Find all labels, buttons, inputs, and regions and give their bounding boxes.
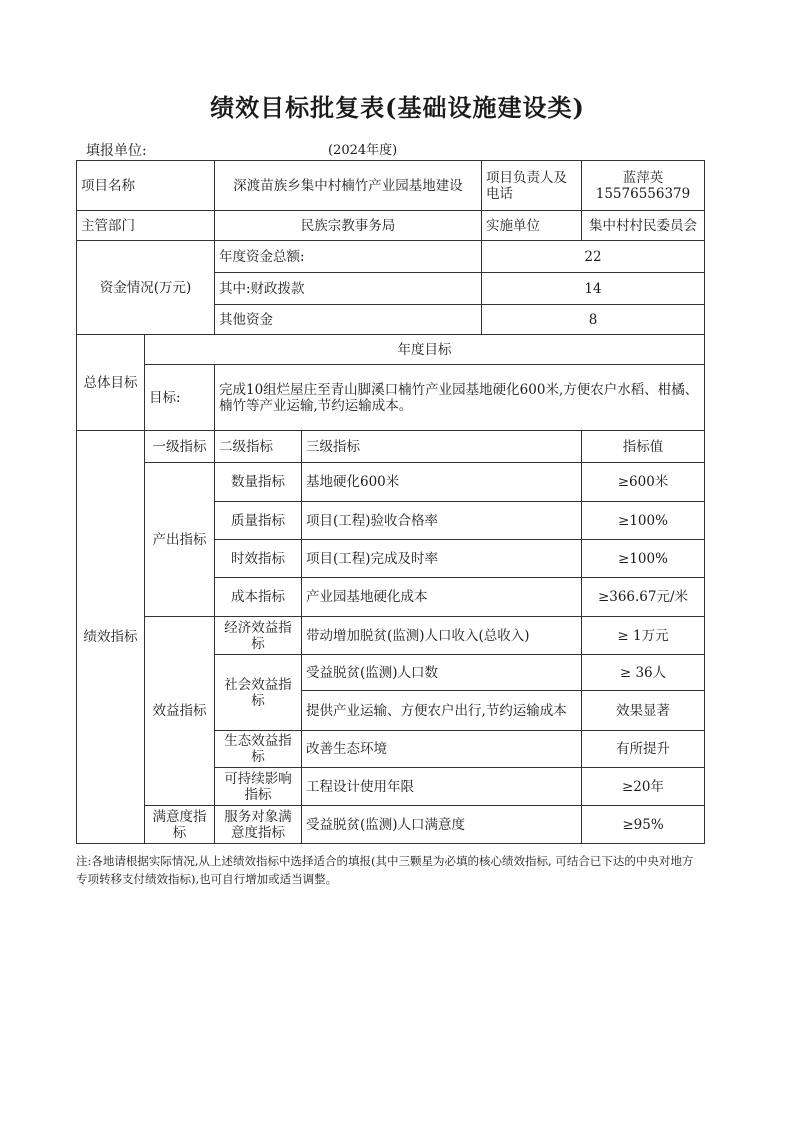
fund-label: 资金情况(万元) <box>77 241 215 335</box>
fill-unit-label: 填报单位: <box>86 143 147 159</box>
output-value: ≥366.67元/米 <box>582 578 705 617</box>
sustain-text: 工程设计使用年限 <box>302 768 582 806</box>
eco-value: 有所提升 <box>582 731 705 768</box>
benefit-label: 效益指标 <box>145 617 215 806</box>
fund-total-value: 22 <box>482 241 705 273</box>
satisfaction-label: 满意度指标 <box>145 806 215 844</box>
goal-text: 完成10组烂屋庄至青山脚溪口楠竹产业园基地硬化600米,方便农户水稻、柑橘、楠竹等产业运输,节约运输成本。 <box>215 365 705 431</box>
output-value: ≥600米 <box>582 463 705 502</box>
header-level2: 二级指标 <box>215 431 302 463</box>
output-level2: 时效指标 <box>215 540 302 578</box>
leader-cell <box>582 161 705 211</box>
impl-value: 集中村村民委员会 <box>582 211 705 241</box>
dept-value: 民族宗教事务局 <box>215 211 482 241</box>
satisfaction-level2: 服务对象满意度指标 <box>215 806 302 844</box>
output-level2: 质量指标 <box>215 502 302 540</box>
header-level1: 一级指标 <box>145 431 215 463</box>
sustain-label: 可持续影响指标 <box>215 768 302 806</box>
economic-value: ≥ 1万元 <box>582 617 705 655</box>
table-row <box>77 211 705 241</box>
table-row <box>77 365 705 431</box>
eco-label: 生态效益指标 <box>215 731 302 768</box>
eco-text: 改善生态环境 <box>302 731 582 768</box>
satisfaction-value: ≥95% <box>582 806 705 844</box>
indicators-section-label: 绩效指标 <box>77 431 145 844</box>
social-label: 社会效益指标 <box>215 655 302 731</box>
sustain-value: ≥20年 <box>582 768 705 806</box>
header-level3: 三级指标 <box>302 431 582 463</box>
table-row <box>77 806 705 844</box>
leader-phone: 15576556379 <box>595 185 691 202</box>
fund-fiscal-label: 其中:财政拨款 <box>215 273 482 305</box>
satisfaction-text: 受益脱贫(监测)人口满意度 <box>302 806 582 844</box>
goal-prefix: 目标: <box>145 365 215 431</box>
fund-total-label: 年度资金总额: <box>215 241 482 273</box>
impl-label: 实施单位 <box>482 211 582 241</box>
social-1-text: 受益脱贫(监测)人口数 <box>302 655 582 691</box>
output-level3: 项目(工程)验收合格率 <box>302 502 582 540</box>
output-level2: 成本指标 <box>215 578 302 617</box>
dept-label: 主管部门 <box>77 211 215 241</box>
year-label: (2024年度) <box>328 143 398 158</box>
fund-other-label: 其他资金 <box>215 305 482 335</box>
leader-name: 蓝萍英 <box>622 169 664 186</box>
fund-other-value: 8 <box>482 305 705 335</box>
header-value: 指标值 <box>582 431 705 463</box>
table-row <box>77 617 705 655</box>
social-2-value: 效果显著 <box>582 691 705 731</box>
table-row <box>77 431 705 463</box>
economic-text: 带动增加脱贫(监测)人口收入(总收入) <box>302 617 582 655</box>
output-level3: 基地硬化600米 <box>302 463 582 502</box>
output-label: 产出指标 <box>145 463 215 617</box>
project-name-value: 深渡苗族乡集中村楠竹产业园基地建设 <box>215 161 482 211</box>
table-row <box>77 463 705 502</box>
goal-label: 总体目标 <box>77 335 145 431</box>
project-name-label: 项目名称 <box>77 161 215 211</box>
leader-label: 项目负责人及电话 <box>482 161 582 211</box>
table-row <box>77 241 705 273</box>
output-level3: 项目(工程)完成及时率 <box>302 540 582 578</box>
fund-fiscal-value: 14 <box>482 273 705 305</box>
table-row <box>77 161 705 211</box>
output-level2: 数量指标 <box>215 463 302 502</box>
output-value: ≥100% <box>582 502 705 540</box>
social-2-text: 提供产业运输、方便农户出行,节约运输成本 <box>302 691 582 731</box>
page-title: 绩效目标批复表(基础设施建设类) <box>210 93 585 122</box>
annual-goal-label: 年度目标 <box>145 335 705 365</box>
table-row <box>77 335 705 365</box>
output-level3: 产业园基地硬化成本 <box>302 578 582 617</box>
economic-label: 经济效益指标 <box>215 617 302 655</box>
performance-table <box>76 160 705 844</box>
footnote: 注:各地请根据实际情况,从上述绩效指标中选择适合的填报(其中三颗星为必填的核心绩效指标, 可结合已下达的中央对地方专项转移支付绩效指标),也可自行增加或适当调整。 <box>76 854 694 886</box>
social-1-value: ≥ 36人 <box>582 655 705 691</box>
output-value: ≥100% <box>582 540 705 578</box>
